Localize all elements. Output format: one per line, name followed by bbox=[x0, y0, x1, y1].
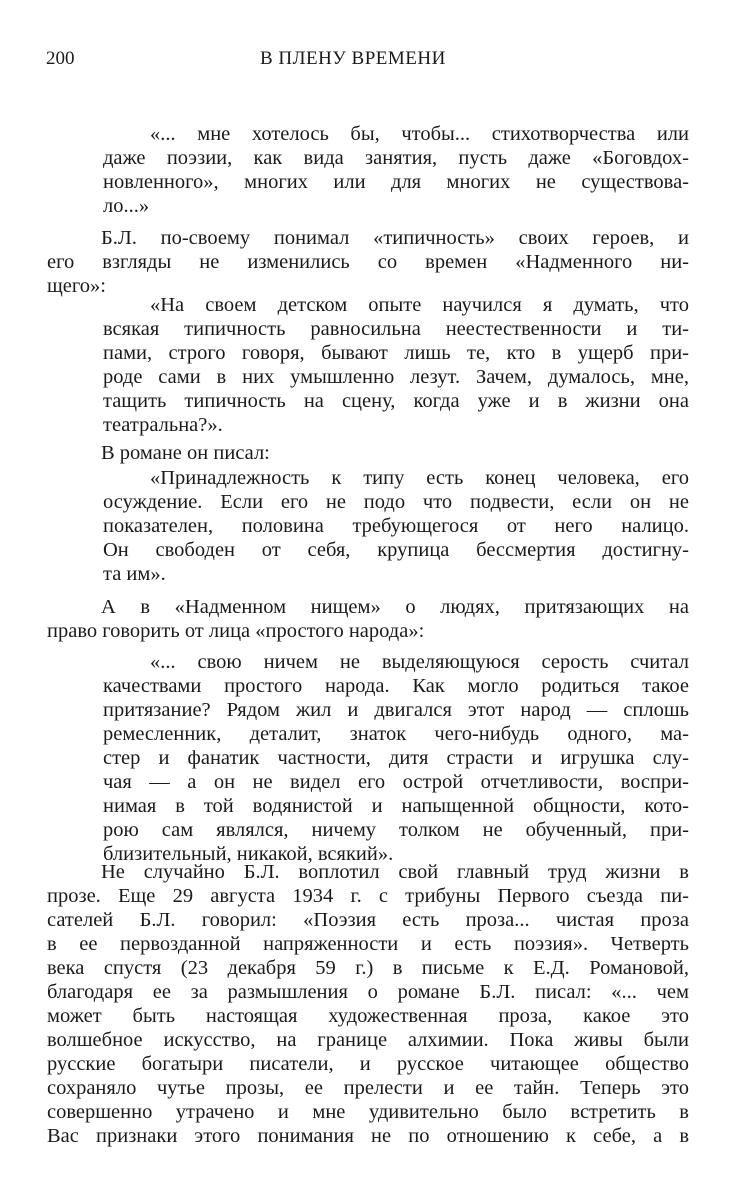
text-line: благодаря ее за размышления о романе Б.Л. писал: «... чем bbox=[47, 981, 689, 1003]
page-header bbox=[46, 46, 696, 72]
text-line: Вас признаки этого понимания не по отношению к себе, а в bbox=[47, 1125, 689, 1147]
paragraph-block bbox=[47, 441, 689, 465]
text-line: века спустя (23 декабря 59 г.) в письме к Е.Д. Романовой, bbox=[47, 957, 689, 979]
text-line: осуждение. Если его не подо что подвести, если он не bbox=[103, 491, 689, 513]
text-line: притязание? Рядом жил и двигался этот народ — сплошь bbox=[103, 699, 689, 721]
text-line: новленного», многих или для многих не существова- bbox=[103, 171, 689, 193]
quote-block bbox=[103, 650, 689, 866]
text-line: Б.Л. по-своему понимал «типичность» своих героев, и bbox=[101, 227, 689, 249]
quote-block bbox=[103, 466, 689, 586]
quote-block bbox=[103, 122, 689, 218]
running-title: В ПЛЕНУ ВРЕМЕНИ bbox=[260, 48, 446, 69]
quote-block bbox=[103, 293, 689, 437]
text-line: нимая в той водянистой и напыщенной общности, кото- bbox=[103, 795, 689, 817]
paragraph-block bbox=[47, 226, 689, 298]
paragraph-block bbox=[47, 595, 689, 643]
text-line: «Принадлежность к типу есть конец человека, его bbox=[150, 467, 689, 489]
text-line: прозе. Еще 29 августа 1934 г. с трибуны Первого съезда пи- bbox=[47, 885, 689, 907]
text-line: качествами простого народа. Как могло родиться такое bbox=[103, 675, 689, 697]
text-line: Не случайно Б.Л. воплотил свой главный труд жизни в bbox=[101, 861, 689, 883]
text-line: Он свободен от себя, крупица бессмертия достигну- bbox=[103, 539, 689, 561]
text-line: его взгляды не изменились со времен «Надменного ни- bbox=[47, 251, 689, 273]
text-line: право говорить от лица «простого народа»: bbox=[47, 620, 425, 642]
text-line: даже поэзии, как вида занятия, пусть даже «Боговдох- bbox=[103, 147, 689, 169]
text-line: близительный, никакой, всякий». bbox=[103, 843, 394, 865]
text-line: волшебное искусство, на границе алхимии. Пока живы были bbox=[47, 1029, 689, 1051]
text-line: «... свою ничем не выделяющуюся серость считал bbox=[150, 651, 689, 673]
text-line: В романе он писал: bbox=[101, 442, 270, 464]
text-line: стер и фанатик частности, дитя страсти и игрушка слу- bbox=[103, 747, 689, 769]
text-line: может быть настоящая художественная проза, какое это bbox=[47, 1005, 689, 1027]
text-line: роде сами в них умышленно лезут. Зачем, думалось, мне, bbox=[103, 366, 689, 388]
text-line: та им». bbox=[103, 563, 166, 585]
paragraph-block bbox=[47, 860, 689, 1148]
text-line: в ее первозданной напряженности и есть поэзия». Четверть bbox=[47, 933, 689, 955]
text-line: чая — а он не видел его острой отчетливости, воспри- bbox=[103, 771, 689, 793]
text-line: пами, строго говоря, бывают лишь те, кто в ущерб при- bbox=[103, 342, 689, 364]
text-line: «... мне хотелось бы, чтобы... стихотворчества или bbox=[150, 123, 689, 145]
text-line: ремесленник, деталит, знаток чего-нибудь одного, ма- bbox=[103, 723, 689, 745]
text-line: показателен, половина требующегося от него налицо. bbox=[103, 515, 689, 537]
text-line: А в «Надменном нищем» о людях, притязающих на bbox=[101, 596, 689, 618]
text-line: тащить типичность на сцену, когда уже и в жизни она bbox=[103, 390, 689, 412]
text-line: рою сам являлся, ничему толком не обученный, при- bbox=[103, 819, 689, 841]
text-line: совершенно утрачено и мне удивительно было встретить в bbox=[47, 1101, 689, 1123]
text-line: щего»: bbox=[47, 275, 106, 297]
text-line: русские богатыри писатели, и русское читающее общество bbox=[47, 1053, 689, 1075]
text-line: «На своем детском опыте научился я думать, что bbox=[150, 294, 689, 316]
text-line: театральна?». bbox=[103, 414, 223, 436]
text-line: сателей Б.Л. говорил: «Поэзия есть проза... чистая проза bbox=[47, 909, 689, 931]
text-line: сохраняло чутье прозы, ее прелести и ее тайн. Теперь это bbox=[47, 1077, 689, 1099]
text-line: всякая типичность равносильна неестественности и ти- bbox=[103, 318, 689, 340]
page-number: 200 bbox=[46, 48, 75, 69]
text-line: ло...» bbox=[103, 195, 150, 217]
